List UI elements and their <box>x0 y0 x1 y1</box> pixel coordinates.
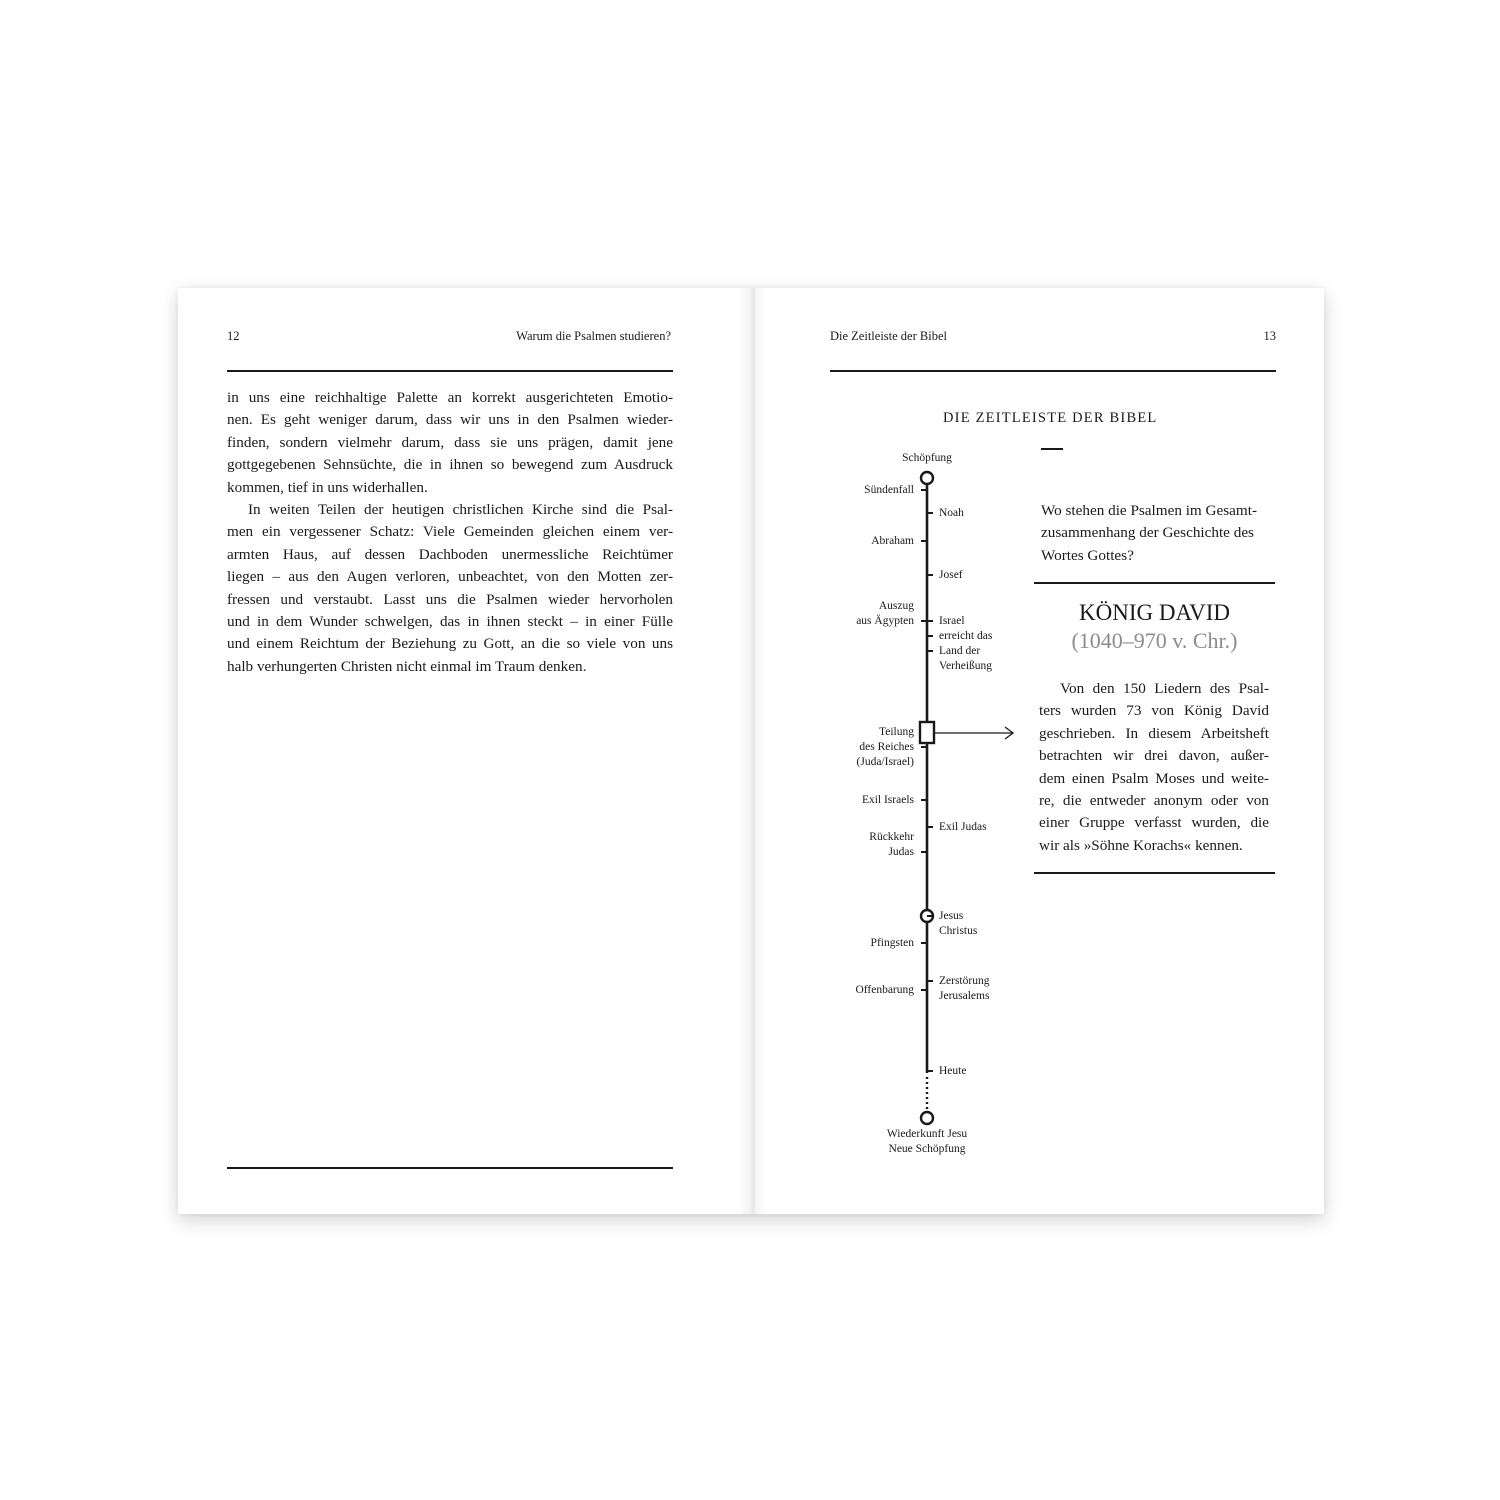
body-line: In weiten Teilen der heutigen christlichen Kirche sind die Psal- <box>248 501 673 519</box>
creation-circle-marker <box>921 472 933 484</box>
question-line: Wortes Gottes? <box>1041 546 1134 564</box>
body-line: und einem Reichtum der Beziehung zu Gott, an die so viele von uns <box>227 635 673 653</box>
timeline-label-line: Noah <box>939 506 964 519</box>
left-page-number: 12 <box>227 329 240 343</box>
timeline-label-line: des Reiches <box>859 740 914 753</box>
box-bottom-rule <box>1034 872 1275 874</box>
timeline-label-line: Josef <box>939 568 963 581</box>
timeline-label-line: Zerstörung <box>939 974 990 987</box>
timeline-label-line: Sündenfall <box>864 483 914 496</box>
king-text-line: Von den 150 Liedern des Psal- <box>1060 680 1269 697</box>
timeline-label-end <box>867 1127 987 1157</box>
timeline-question <box>1041 500 1277 567</box>
timeline-label-line: Jerusalems <box>939 989 990 1002</box>
timeline-label-line: Israel <box>939 614 965 627</box>
right-running-head: Die Zeitleiste der Bibel <box>830 329 947 343</box>
timeline-label-line: Auszug <box>878 599 914 612</box>
body-line: men ein vergessener Schatz: Viele Gemeinden gleichen einem ver- <box>227 523 673 541</box>
timeline-event-label <box>864 483 914 498</box>
timeline-label-line: Land der <box>939 644 981 657</box>
header-rule <box>830 370 1276 372</box>
king-text-line: dem einen Psalm Moses und weite- <box>1039 769 1269 787</box>
body-line: finden, sondern vielmehr darum, dass sie uns prägen, damit jene <box>227 433 673 451</box>
timeline-event-label <box>939 820 987 835</box>
king-dates: (1040–970 v. Chr.) <box>1071 628 1238 653</box>
timeline-label-line: Offenbarung <box>855 983 914 996</box>
right-page-number: 13 <box>1263 329 1276 343</box>
king-text-line: wir als »Söhne Korachs« kennen. <box>1039 836 1243 854</box>
king-text-line: ters wurden 73 von König David <box>1039 702 1269 720</box>
timeline-label-line: Christus <box>939 924 978 937</box>
timeline-event-label <box>939 909 977 939</box>
timeline-event-label <box>871 936 914 951</box>
timeline-event-label <box>862 793 914 808</box>
timeline-label-line: Rückkehr <box>869 830 914 843</box>
body-line: und in dem Wunder schwelgen, das in ihnen steckt – in einer Fülle <box>227 613 673 631</box>
timeline-diagram <box>830 440 1050 1140</box>
body-line: armten Haus, auf dessen Dachboden unermessliche Reichtümer <box>227 545 673 563</box>
timeline-event-label <box>939 506 964 521</box>
timeline-label-line: Wiederkunft Jesu <box>886 1128 968 1140</box>
king-description <box>1039 678 1269 857</box>
footer-rule <box>227 1167 673 1169</box>
timeline-label-line: Judas <box>888 845 914 858</box>
king-text-line: re, die entweder anonym oder von <box>1039 792 1269 810</box>
king-name: KÖNIG DAVID <box>1079 600 1230 625</box>
timeline-label-line: Jesus <box>939 909 964 922</box>
body-line: halb verhungerten Christen nicht einmal im Traum denken. <box>227 657 587 675</box>
body-line: fressen und verstaubt. Lasst uns die Psalmen wieder hervorholen <box>227 590 673 608</box>
timeline-label-line: Teilung <box>879 725 914 738</box>
king-text-line: einer Gruppe verfasst wurden, die <box>1039 814 1269 832</box>
question-line: Wo stehen die Psalmen im Gesamt- <box>1041 502 1257 519</box>
timeline-label-line: (Juda/Israel) <box>856 755 914 768</box>
timeline-label-line: Abraham <box>871 534 914 547</box>
timeline-event-label <box>871 534 914 549</box>
timeline-event-label <box>939 974 989 1004</box>
timeline-event-label <box>939 1064 966 1079</box>
timeline-label-line: Neue Schöpfung <box>888 1143 966 1155</box>
king-text-line: betrachten wir drei davon, außer- <box>1039 747 1269 765</box>
king-text-line: geschrieben. In diesem Arbeitsheft <box>1039 724 1269 742</box>
timeline-event-label <box>939 568 963 583</box>
body-line: gottgegebenen Sehnsüchte, die in ihnen so bewegend zum Ausdruck <box>227 456 673 474</box>
box-top-rule <box>1034 582 1275 584</box>
timeline-label-line: Exil Israels <box>861 793 914 806</box>
book-gutter <box>738 288 768 1214</box>
timeline-label-start: Schöpfung <box>902 452 952 464</box>
timeline-event-label <box>855 983 914 998</box>
body-line: in uns eine reichhaltige Palette an korrekt ausgerichteten Emotio- <box>227 389 673 406</box>
timeline-label-line: erreicht das <box>939 629 993 642</box>
left-running-head: Warum die Psalmen studieren? <box>516 329 671 343</box>
david-square-marker <box>920 722 934 743</box>
timeline-label-line: Exil Judas <box>939 820 987 833</box>
header-rule <box>227 370 673 372</box>
body-line: liegen – aus den Augen verloren, unbeachtet, von den Motten zer- <box>227 568 673 586</box>
timeline-title: DIE ZEITLEISTE DER BIBEL <box>943 410 1158 426</box>
timeline-label-line: Pfingsten <box>870 936 914 949</box>
return-circle-marker <box>921 1112 933 1124</box>
left-body-text <box>227 387 673 678</box>
body-line: kommen, tief in uns widerhallen. <box>227 478 428 496</box>
timeline-label-line: Heute <box>939 1064 967 1077</box>
timeline-label-line: Verheißung <box>939 659 993 672</box>
timeline-event-label <box>869 830 914 860</box>
timeline-event-label <box>857 725 914 770</box>
body-line: nen. Es geht weniger darum, dass wir uns in den Psalmen wieder- <box>227 411 673 429</box>
timeline-label-line: aus Ägypten <box>856 614 914 627</box>
question-line: zusammenhang der Geschichte des <box>1041 524 1254 542</box>
timeline-event-label <box>856 599 914 629</box>
timeline-event-label <box>939 614 992 674</box>
